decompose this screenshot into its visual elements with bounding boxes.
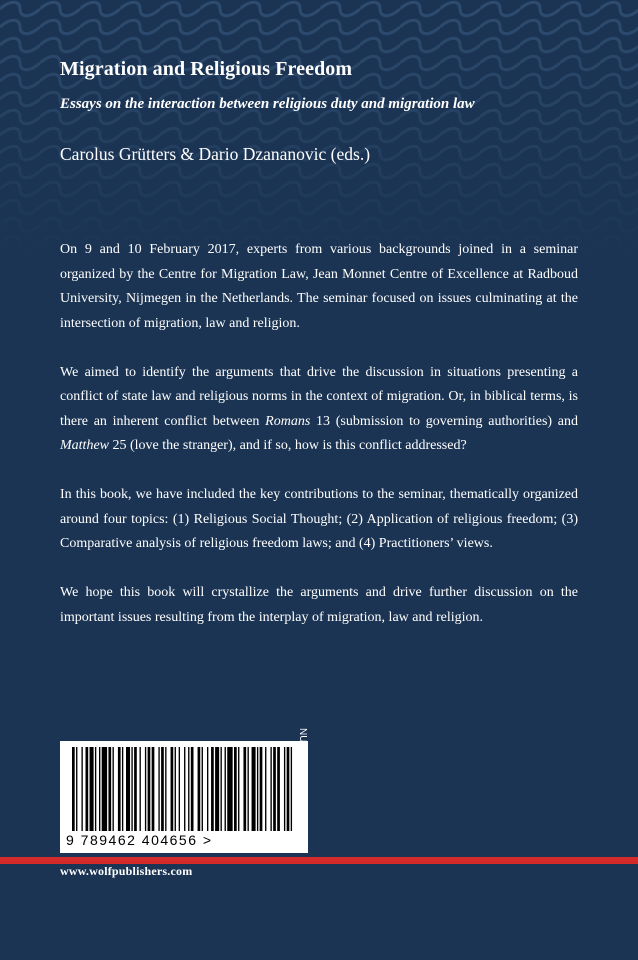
nur-code (294, 728, 308, 852)
barcode (60, 741, 308, 853)
blurb-paragraph-3: In this book, we have included the key contributions to the seminar, thematically organized around four topics: (1) Religious Social Thought; (2) Application of religious freedom; (3) Comparative analysis of religious freedom laws; and (4) Practitioners’ views. (60, 487, 578, 551)
red-accent-bar (0, 857, 638, 864)
blurb-p2-text-a: We aimed to identify the arguments that drive the discussion in situations presenting a conflict of state law and religious norms in the context of migration. Or, in biblical terms, is there an inherent conflict between (60, 364, 578, 429)
book-title: Migration and Religious Freedom (60, 58, 353, 80)
blurb-p2-matthew: Matthew (60, 438, 109, 453)
nur-code-text: NUR 820 (297, 728, 308, 770)
blurb-p2-text-b: 13 (submission to governing authorities) and (310, 413, 578, 429)
blurb-p2-text-c: 25 (love the stranger), and if so, how is this conflict addressed? (109, 438, 467, 453)
book-subtitle: Essays on the interaction between religious duty and migration law (60, 96, 475, 112)
barcode-bars (70, 747, 298, 831)
blurb-p2-romans: Romans (265, 413, 311, 429)
blurb (60, 238, 578, 655)
blurb-paragraph-4: We hope this book will crystallize the arguments and drive further discussion on the important issues resulting from the interplay of migration, law and religion. (60, 585, 578, 625)
wave-pattern (0, 0, 638, 260)
book-authors: Carolus Grütters & Dario Dzananovic (eds.) (60, 144, 371, 164)
blurb-paragraph-2 (60, 361, 578, 459)
isbn-number: 9 789462 404656 > (66, 832, 213, 848)
blurb-paragraph-1: On 9 and 10 February 2017, experts from various backgrounds joined in a seminar organized by the Centre for Migration Law, Jean Monnet Centre of Excellence at Radboud University, Nijmegen in the Netherlands. The seminar focused on issues culminating at the intersection of migration, law and religion. (60, 242, 578, 331)
publisher-website: www.wolfpublishers.com (60, 864, 193, 878)
